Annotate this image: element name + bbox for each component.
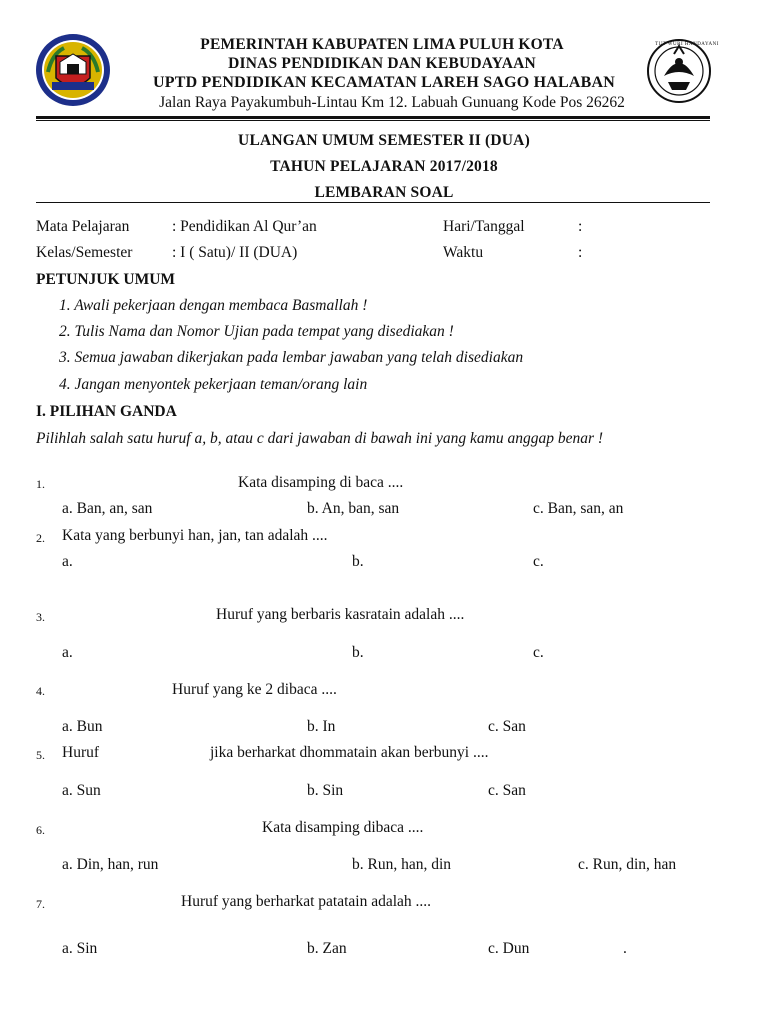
section-heading: I. PILIHAN GANDA (36, 403, 177, 420)
trailing-period: . (623, 940, 627, 957)
option-b: b. Run, han, din (352, 856, 452, 873)
option-a: a. (62, 644, 73, 661)
option-a: a. Ban, an, san (62, 500, 153, 517)
instructions-heading: PETUNJUK UMUM (36, 271, 176, 288)
question-number: 1. (36, 477, 45, 491)
subject-label: Mata Pelajaran (36, 218, 130, 235)
question-text: Huruf yang ke 2 dibaca .... (172, 681, 337, 698)
option-c: c. (533, 553, 544, 570)
instruction-item: 4. Jangan menyontek pekerjaan teman/orang lain (59, 376, 368, 393)
option-a: a. Din, han, run (62, 856, 159, 873)
date-value: : (578, 218, 583, 235)
option-b: b. In (307, 718, 336, 735)
option-b: b. Sin (307, 782, 344, 799)
option-a: a. Sin (62, 940, 98, 957)
date-label: Hari/Tanggal (443, 218, 525, 235)
option-b: b. (352, 644, 364, 661)
option-b: b. Zan (307, 940, 347, 957)
option-c: c. San (488, 782, 526, 799)
question-text: Kata yang berbunyi han, jan, tan adalah .... (62, 527, 328, 544)
question-number: 7. (36, 897, 45, 911)
instruction-item: 2. Tulis Nama dan Nomor Ujian pada tempat yang disediakan ! (59, 323, 454, 340)
option-a: a. Sun (62, 782, 101, 799)
logo-motto-text: TUT WURI HANDAYANI (655, 42, 719, 47)
letterhead-line-3: UPTD PENDIDIKAN KECAMATAN LAREH SAGO HALABAN (152, 74, 615, 91)
letterhead-rule-thin (36, 120, 710, 121)
instruction-item: 1. Awali pekerjaan dengan membaca Basmallah ! (59, 297, 368, 314)
question-number: 5. (36, 748, 45, 762)
question-number: 4. (36, 684, 45, 698)
question-text: jika berharkat dhommatain akan berbunyi .... (210, 744, 489, 761)
option-c: c. Run, din, han (578, 856, 677, 873)
question-number: 2. (36, 531, 45, 545)
option-a: a. (62, 553, 73, 570)
option-b: b. (352, 553, 364, 570)
letterhead-rule-thick (36, 116, 710, 119)
question-text: Kata disamping di baca .... (238, 474, 404, 491)
letterhead-line-2: DINAS PENDIDIKAN DAN KEBUDAYAAN (228, 55, 536, 72)
instruction-item: 3. Semua jawaban dikerjakan pada lembar jawaban yang telah disediakan (59, 349, 524, 366)
letterhead-line-1: PEMERINTAH KABUPATEN LIMA PULUH KOTA (200, 36, 564, 53)
option-b: b. An, ban, san (307, 500, 400, 517)
sheet-title: LEMBARAN SOAL (314, 184, 454, 201)
time-value: : (578, 244, 583, 261)
letterhead-address: Jalan Raya Payakumbuh-Lintau Km 12. Labuah Gunuang Kode Pos 26262 (159, 94, 625, 111)
exam-title: ULANGAN UMUM SEMESTER II (DUA) (238, 132, 530, 149)
time-label: Waktu (443, 244, 484, 261)
subject-value: : Pendidikan Al Qur’an (172, 218, 317, 235)
option-a: a. Bun (62, 718, 103, 735)
school-year: TAHUN PELAJARAN 2017/2018 (270, 158, 498, 175)
question-number: 3. (36, 610, 45, 624)
option-c: c. San (488, 718, 526, 735)
class-label: Kelas/Semester (36, 244, 133, 261)
question-text: Kata disamping dibaca .... (262, 819, 424, 836)
option-c: c. Dun (488, 940, 530, 957)
title-rule (36, 202, 710, 203)
class-value: : I ( Satu)/ II (DUA) (172, 244, 298, 261)
question-text: Huruf yang berharkat patatain adalah .... (181, 893, 432, 910)
option-c: c. Ban, san, an (533, 500, 624, 517)
option-c: c. (533, 644, 544, 661)
question-text-prefix: Huruf (62, 744, 100, 761)
question-text: Huruf yang berbaris kasratain adalah .... (216, 606, 465, 623)
section-instruction: Pilihlah salah satu huruf a, b, atau c dari jawaban di bawah ini yang kamu anggap benar ! (36, 430, 604, 447)
question-number: 6. (36, 823, 45, 837)
